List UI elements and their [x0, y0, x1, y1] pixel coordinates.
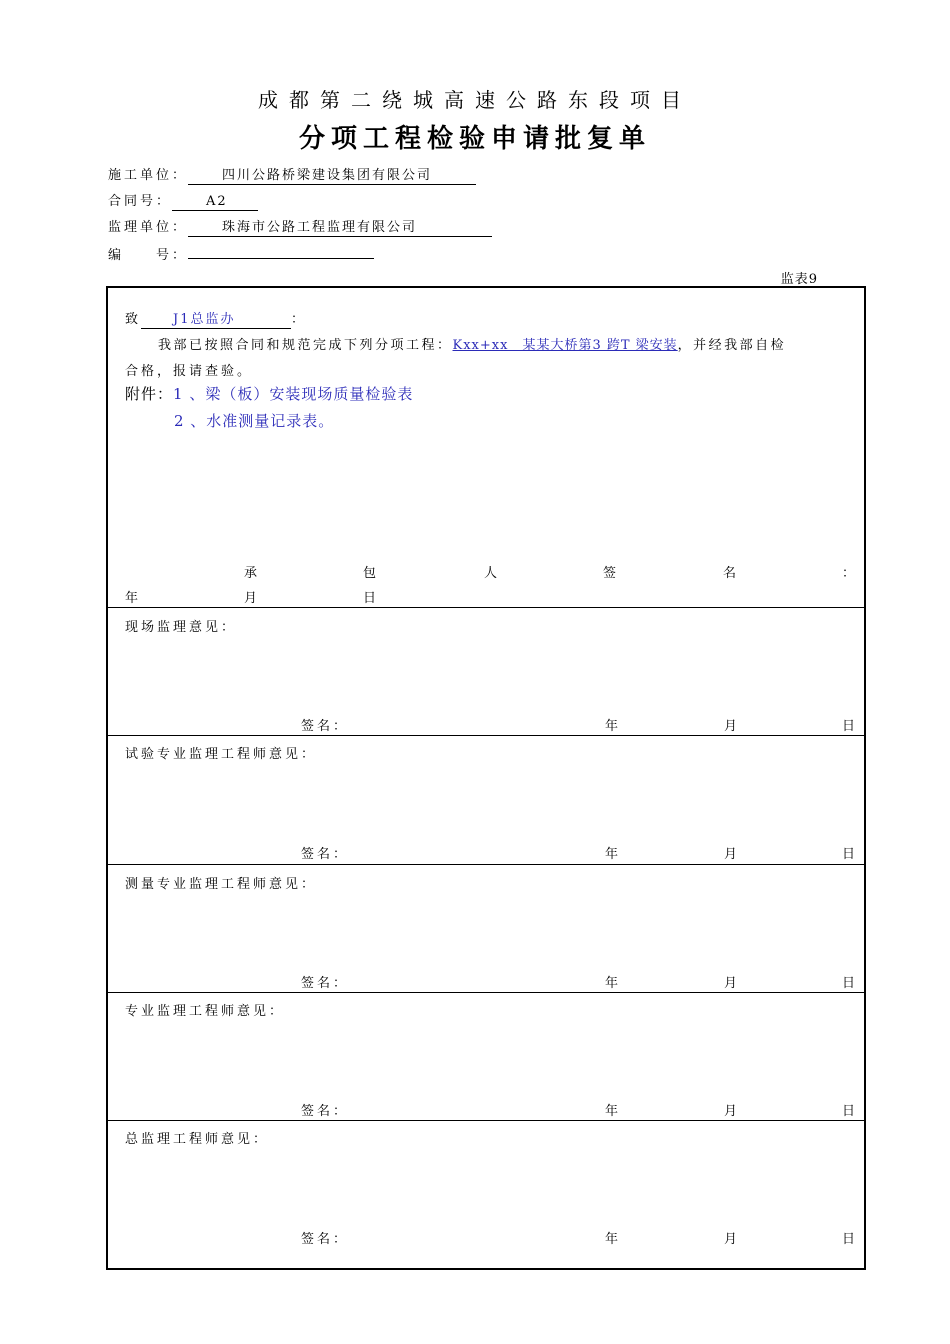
sign-char-3: 人 — [484, 566, 501, 581]
contract-no-row — [108, 190, 258, 211]
sign-month: 月 — [724, 719, 741, 734]
sign-day: 日 — [842, 1104, 859, 1119]
sign-char-5: 名 — [723, 566, 740, 581]
contract-no-label: 合同号： — [108, 194, 173, 209]
sign-char-4: 签 — [603, 566, 620, 581]
sign-month: 月 — [724, 976, 741, 991]
sign-month: 月 — [724, 847, 741, 862]
sign-month: 月 — [724, 1232, 741, 1247]
contractor-label: 施工单位： — [108, 168, 189, 183]
test-engineer-section — [108, 735, 864, 865]
sign-day: 日 — [842, 976, 859, 991]
form-title: 分项工程检验申请批复单 — [298, 124, 651, 154]
sign-label: 签名： — [301, 847, 350, 862]
sign-label: 签名： — [301, 1104, 350, 1119]
attachments-line1 — [125, 383, 413, 404]
chief-engineer-label: 总监理工程师意见： — [125, 1132, 270, 1147]
specialist-engineer-section — [108, 992, 864, 1121]
survey-engineer-label: 测量专业监理工程师意见： — [125, 877, 318, 892]
sign-label: 签名： — [301, 719, 350, 734]
sign-year: 年 — [605, 1232, 622, 1247]
sign-label: 签名： — [301, 1232, 350, 1247]
approval-table — [106, 286, 866, 1270]
sign-day: 日 — [842, 1232, 859, 1247]
project-title: 成都第二绕城高速公路东段项目 — [258, 88, 692, 112]
attachment-1: 1 、梁（板）安装现场质量检验表 — [173, 385, 414, 403]
supervisor-label: 监理单位： — [108, 220, 189, 235]
sign-year: 年 — [605, 976, 622, 991]
body-prefix: 我部已按照合同和规范完成下列分项工程： — [158, 338, 453, 353]
sign-label: 签名： — [301, 976, 350, 991]
sign-char-2: 包 — [363, 566, 380, 581]
addressee-value: J1总监办 — [141, 312, 291, 329]
application-body — [158, 334, 786, 353]
attachments-label: 附件： — [125, 385, 174, 403]
attachment-2: 2 、水准测量记录表。 — [174, 412, 335, 430]
supervisor-row — [108, 216, 492, 237]
contractor-value: 四川公路桥梁建设集团有限公司 — [188, 168, 476, 185]
sign-year: 年 — [605, 1104, 622, 1119]
sign-year: 年 — [605, 719, 622, 734]
application-body-line2: 合格，报请查验。 — [125, 364, 254, 379]
sign-char-6: ： — [842, 566, 859, 581]
sign-day: 日 — [842, 719, 859, 734]
sign-char-1: 承 — [244, 566, 261, 581]
date-day: 日 — [363, 591, 380, 606]
site-supervisor-label: 现场监理意见： — [125, 620, 238, 635]
sign-day: 日 — [842, 847, 859, 862]
chief-engineer-section — [108, 1120, 864, 1269]
number-label: 编 号： — [108, 248, 189, 263]
specialist-engineer-label: 专业监理工程师意见： — [125, 1004, 286, 1019]
to-suffix: ： — [291, 312, 308, 327]
contract-no-value: A2 — [172, 194, 258, 211]
site-supervisor-section — [108, 607, 864, 736]
contractor-row — [108, 164, 476, 185]
number-row — [108, 242, 374, 263]
sign-year: 年 — [605, 847, 622, 862]
project-name-link[interactable]: Kxx+xx 某某大桥第3 跨T 梁安装 — [452, 338, 678, 353]
body-suffix: ，并经我部自检 — [677, 338, 787, 353]
sign-month: 月 — [724, 1104, 741, 1119]
test-engineer-label: 试验专业监理工程师意见： — [125, 747, 318, 762]
date-month: 月 — [244, 591, 261, 606]
number-value — [188, 242, 374, 259]
survey-engineer-section — [108, 864, 864, 993]
addressee-line — [125, 308, 307, 329]
form-number: 监表9 — [780, 272, 818, 287]
to-label: 致 — [125, 312, 142, 327]
date-year: 年 — [125, 591, 142, 606]
supervisor-value: 珠海市公路工程监理有限公司 — [188, 220, 492, 237]
